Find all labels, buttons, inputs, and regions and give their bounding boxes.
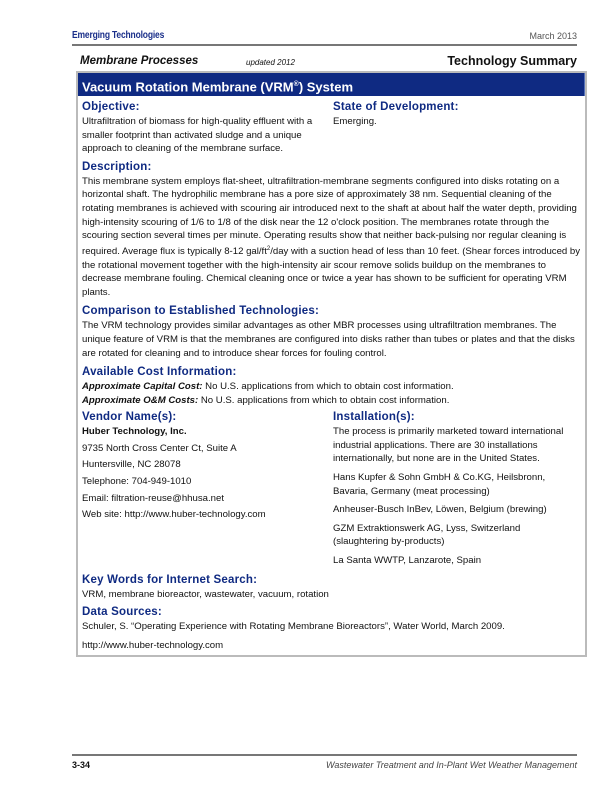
registered-mark: ® (293, 81, 299, 88)
capital-cost: Approximate Capital Cost: No U.S. applications from which to obtain cost information. (82, 381, 454, 393)
vendor-section (82, 410, 333, 567)
vendor-line: 9735 North Cross Center Ct, Suite A (82, 442, 237, 454)
state-section (333, 100, 581, 156)
updated-note: updated 2012 (246, 58, 295, 67)
objective-section (82, 100, 333, 156)
description-text: This membrane system employs flat-sheet, ultrafiltration-membrane segments configured into disks rotating on a horizontal shaft. The hydrophilic membrane has a pore size of approximately 38 nm. Sequential cleaning of the rotating membranes is achieved with scouring air introduced next to the shaft at about half the water depth, providing high-intensity scouring of 1/6 to 1/8 of the disk near the 12 o'clock position. The membranes rotate through the scouring section several times per minute. Operating results show that neither back-pulsing nor regular cleaning is required. Average flux is typically 8-12 gal/$ft^2$/day with a suction head of less than 10 feet. (Shear forces introduced by the rotational movement together with the high-intensity air scour remove solids buildup on the membranes to decrease membrane fouling. Chemical cleaning once or twice a year has shown to be sufficient for operating VRM plants. (82, 175, 581, 298)
objective-heading: Objective: (82, 101, 140, 113)
cost-heading: Available Cost Information: (82, 366, 237, 379)
source-item: Schuler, S. “Operating Experience with Rotating Membrane Bioreactors”, Water World, March 2009. (82, 621, 505, 633)
keywords-heading: Key Words for Internet Search: (82, 573, 258, 586)
state-heading: State of Development: (333, 101, 459, 113)
vendor-line: Huntersville, NC 28078 (82, 459, 181, 471)
sources-heading: Data Sources: (82, 606, 162, 619)
installations-heading: Installation(s): (333, 411, 415, 424)
vendor-email[interactable]: Email: filtration-reuse@hhusa.net (82, 492, 224, 504)
installation-item: The process is primarily marketed toward international industrial applications. There are 30 installations internationally, but none are in the United States. (333, 426, 564, 465)
vendor-name: Huber Technology, Inc. (82, 426, 187, 438)
header-date: March 2013 (529, 31, 577, 41)
vendor-phone: Telephone: 704-949-1010 (82, 476, 192, 488)
title-text-end: ) System (298, 79, 354, 95)
installation-item: Hans Kupfer & Sohn GmbH & Co.KG, Heilsbronn, Bavaria, Germany (meat processing) (333, 472, 546, 497)
installation-item: Anheuser-Busch InBev, Löwen, Belgium (brewing) (333, 504, 547, 516)
category: Membrane Processes (80, 55, 199, 67)
state-text: Emerging. (333, 116, 377, 127)
vendor-website[interactable]: Web site: http://www.huber-technology.com (82, 509, 266, 521)
vendor-heading: Vendor Name(s): (82, 411, 177, 424)
comparison-text: The VRM technology provides similar advantages as other MBR processes using ultrafiltration membranes. The unique feature of VRM is that the membranes are configured into disks rather than tubes or plates and that the disks are rotated for cleaning and to introduce shear forces for fouling control. (82, 320, 575, 359)
footer-title: Wastewater Treatment and In-Plant Wet Weather Management (326, 760, 577, 770)
page-title (78, 73, 585, 96)
doc-type-label: Technology Summary (447, 54, 577, 68)
page-number: 3-34 (72, 760, 91, 770)
source-link[interactable]: http://www.huber-technology.com (82, 639, 224, 651)
installation-item: GZM Extraktionswerk AG, Lyss, Switzerland (slaughtering by-products) (333, 522, 521, 548)
title-text: Vacuum Rotation Membrane (VRM (82, 79, 294, 95)
subheader (80, 55, 577, 71)
keywords-text: VRM, membrane bioreactor, wastewater, vacuum, rotation (82, 588, 329, 600)
page-header (72, 30, 577, 46)
section-name: Emerging Technologies (72, 30, 165, 41)
installations-section (333, 410, 581, 567)
installation-item: La Santa WWTP, Lanzarote, Spain (333, 555, 482, 567)
description-heading: Description: (82, 160, 152, 173)
objective-text: Ultrafiltration of biomass for high-quality effluent with a smaller footprint than activated sludge and a unique approach to cleaning of the membrane surface. (82, 116, 313, 155)
summary-box (76, 71, 587, 657)
comparison-heading: Comparison to Established Technologies: (82, 305, 319, 318)
om-cost: Approximate O&M Costs: No U.S. applications from which to obtain cost information. (82, 394, 450, 406)
page-footer (72, 754, 577, 772)
